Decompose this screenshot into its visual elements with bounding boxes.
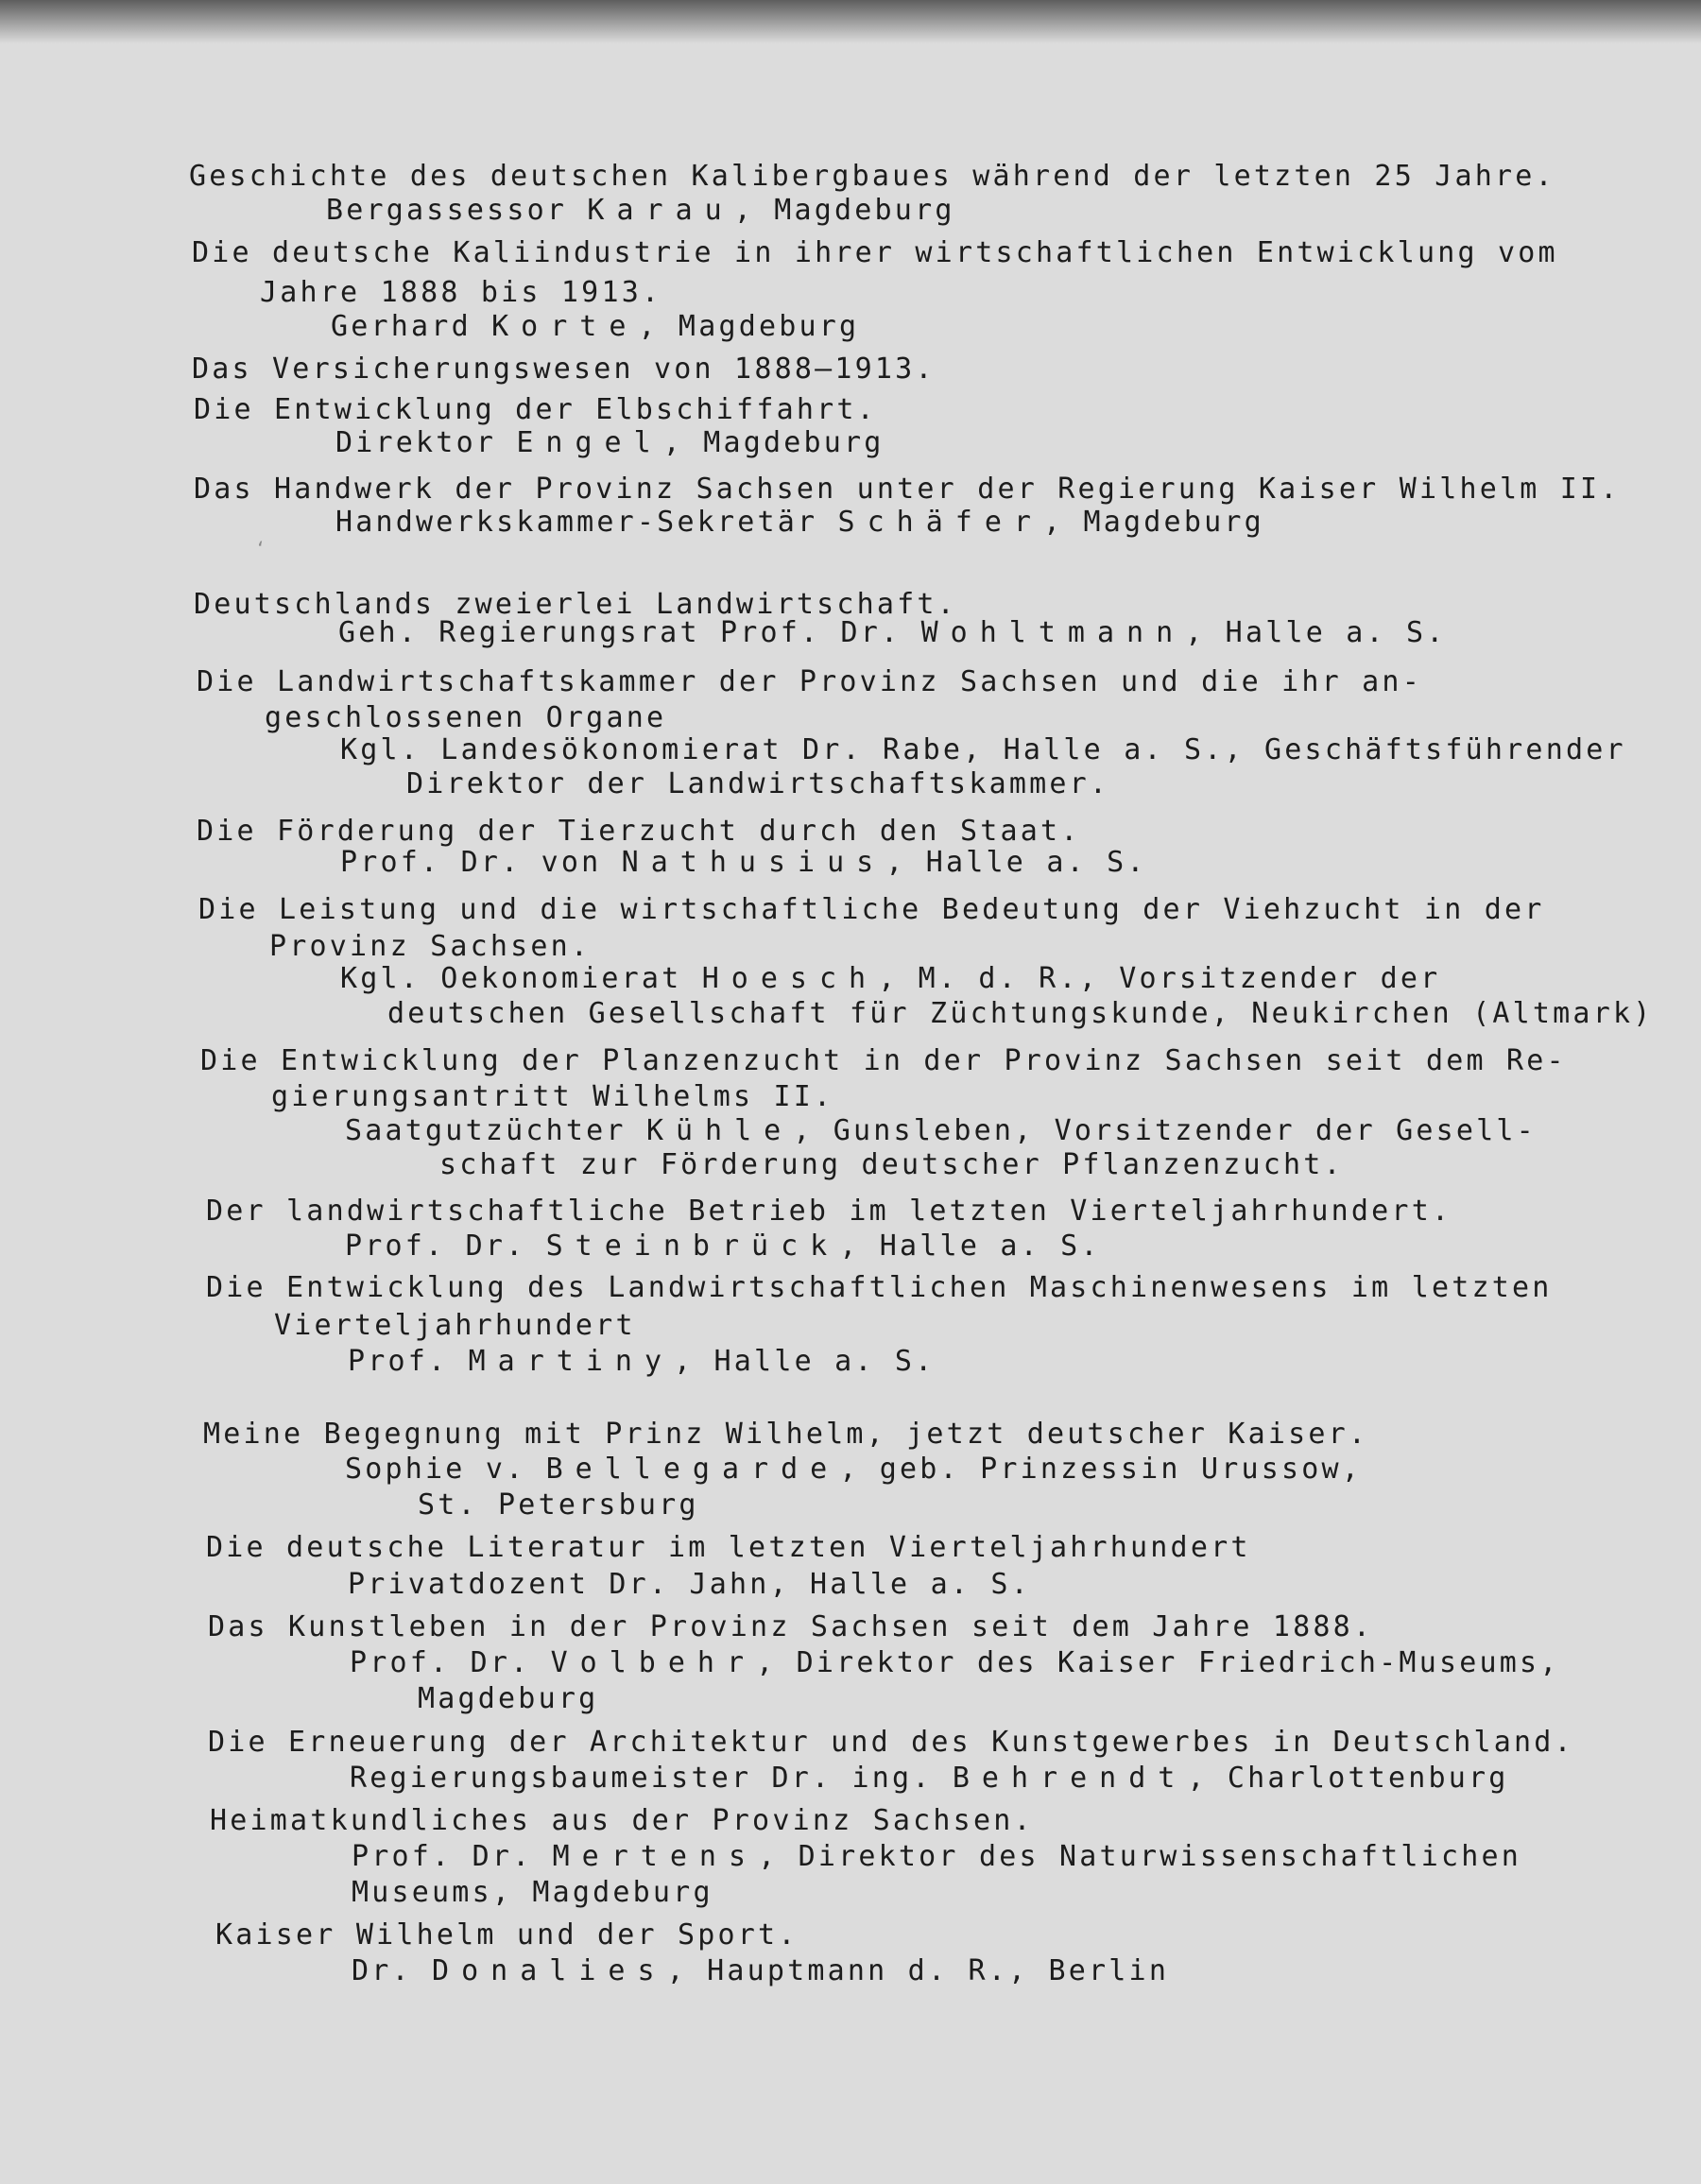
author-suffix: , Gunsleben, Vorsitzender der Gesell- <box>793 1114 1537 1147</box>
author-prefix: Gerhard <box>331 310 492 343</box>
entry-author-line <box>352 1876 713 1910</box>
author-suffix: , Magdeburg <box>662 426 885 459</box>
author-prefix: Dr. <box>352 1954 433 1987</box>
entry-author-line <box>406 767 1109 801</box>
author-prefix: Prof. Dr. <box>350 1646 551 1679</box>
author-prefix: Kgl. Oekonomierat <box>340 962 702 995</box>
entry-author-line <box>418 1682 598 1716</box>
author-name: Behrendt <box>952 1762 1188 1795</box>
entry-title-line: Die deutsche Literatur im letzten Vierteljahrhundert <box>206 1531 1251 1564</box>
author-name: Volbehr <box>550 1646 757 1679</box>
author-suffix: , Magdeburg <box>733 194 955 227</box>
entry-title-line: Das Kunstleben in der Provinz Sachsen seit dem Jahre 1888. <box>208 1610 1374 1643</box>
author-suffix: , geb. Prinzessin Urussow, <box>839 1453 1363 1486</box>
entry-title-line: Jahre 1888 bis 1913. <box>260 276 662 309</box>
entry-title-line: Kaiser Wilhelm und der Sport. <box>215 1918 799 1952</box>
entry-title-line: Die Entwicklung des Landwirtschaftlichen Maschinenwesens im letzten <box>206 1271 1553 1304</box>
entry-title-line: Deutschlands zweierlei Landwirtschaft. <box>194 588 957 621</box>
author-prefix: Regierungsbaumeister Dr. ing. <box>350 1762 953 1795</box>
entry-title-line: Die Landwirtschaftskammer der Provinz Sachsen und die ihr an- <box>197 665 1422 698</box>
entry-title-line: Meine Begegnung mit Prinz Wilhelm, jetzt deutscher Kaiser. <box>203 1418 1369 1451</box>
entry-author-line <box>418 1488 699 1522</box>
entry-author-line <box>352 1840 1521 1874</box>
entry-author-line <box>340 962 1440 996</box>
entry-author-line <box>350 1646 1560 1680</box>
scan-speck: ‘ <box>255 539 266 559</box>
author-prefix: Privatdozent Dr. Jahn, Halle a. S. <box>348 1568 1031 1601</box>
author-suffix: , Direktor des Naturwissenschaftlichen <box>758 1840 1522 1873</box>
entry-author-line <box>345 1114 1537 1148</box>
author-prefix: Sophie v. <box>345 1453 546 1486</box>
author-prefix: deutschen Gesellschaft für Züchtungskunde, Neukirchen (Altmark) <box>387 997 1654 1030</box>
author-prefix: Museums, Magdeburg <box>352 1876 713 1909</box>
author-name: Bellegarde <box>545 1453 840 1486</box>
author-name: Karau <box>587 194 734 227</box>
author-prefix: Handwerkskammer-Sekretär <box>335 506 838 539</box>
author-name: Schäfer <box>837 506 1043 539</box>
entry-title-line: Die Leistung und die wirtschaftliche Bedeutung der Viehzucht in der <box>198 893 1545 926</box>
author-suffix: , Halle a. S. <box>839 1230 1101 1263</box>
entry-author-line <box>350 1762 1509 1796</box>
entry-title-line: gierungsantritt Wilhelms II. <box>271 1080 834 1113</box>
author-suffix: , Halle a. S. <box>674 1345 936 1378</box>
author-prefix: Magdeburg <box>418 1682 599 1715</box>
entry-title-line: Das Versicherungswesen von 1888—1913. <box>192 353 936 386</box>
author-name: Korte <box>491 310 639 343</box>
author-suffix: , M. d. R., Vorsitzender der <box>878 962 1441 995</box>
author-prefix: Saatgutzüchter <box>345 1114 646 1147</box>
entry-title-line: Das Handwerk der Provinz Sachsen unter der Regierung Kaiser Wilhelm II. <box>194 473 1621 506</box>
author-prefix: Direktor der Landwirtschaftskammer. <box>406 767 1110 800</box>
entry-author-line <box>345 1453 1362 1487</box>
author-prefix: Geh. Regierungsrat Prof. Dr. <box>338 616 921 649</box>
author-prefix: St. Petersburg <box>418 1488 699 1522</box>
author-name: Donalies <box>432 1954 667 1987</box>
entry-title-line: Die Entwicklung der Elbschiffahrt. <box>194 393 877 426</box>
author-prefix: Prof. <box>348 1345 469 1378</box>
entry-author-line <box>326 194 955 228</box>
author-suffix: , Halle a. S. <box>1185 616 1447 649</box>
entry-author-line <box>338 616 1447 650</box>
author-suffix: , Magdeburg <box>638 310 860 343</box>
author-prefix: Bergassessor <box>326 194 588 227</box>
entry-title-line: Die Erneuerung der Architektur und des Kunstgewerbes in Deutschland. <box>208 1726 1574 1759</box>
entry-author-line <box>352 1954 1169 1988</box>
author-name: Mertens <box>552 1840 759 1873</box>
entry-title-line: Die deutsche Kaliindustrie in ihrer wirtschaftlichen Entwicklung vom <box>192 236 1558 269</box>
author-name: Engel <box>516 426 663 459</box>
author-prefix: Prof. Dr. von <box>340 846 622 879</box>
author-prefix: Prof. Dr. <box>352 1840 553 1873</box>
author-suffix: , Magdeburg <box>1042 506 1264 539</box>
author-prefix: schaft zur Förderung deutscher Pflanzenzucht. <box>439 1148 1344 1181</box>
entry-author-line <box>331 310 859 344</box>
entry-author-line <box>335 506 1264 540</box>
author-name: Steinbrück <box>545 1230 840 1263</box>
entry-author-line <box>335 426 885 460</box>
author-name: Wohltmann <box>920 616 1186 649</box>
entry-author-line <box>439 1148 1344 1182</box>
entry-author-line <box>348 1568 1031 1602</box>
author-name: Nathusius <box>621 846 886 879</box>
entry-title-line: geschlossenen Organe <box>265 701 667 734</box>
author-suffix: , Direktor des Kaiser Friedrich-Museums, <box>756 1646 1560 1679</box>
author-prefix: Direktor <box>335 426 517 459</box>
entry-title-line: Geschichte des deutschen Kalibergbaues während der letzten 25 Jahre. <box>189 160 1555 193</box>
author-name: Hoesch <box>701 962 879 995</box>
author-prefix: Kgl. Landesökonomierat Dr. Rabe, Halle a. S., Geschäftsführender <box>340 733 1626 766</box>
author-suffix: , Halle a. S. <box>885 846 1147 879</box>
entry-author-line <box>345 1230 1101 1264</box>
entry-author-line <box>340 733 1626 767</box>
author-prefix: Prof. Dr. <box>345 1230 546 1263</box>
entry-title-line: Die Entwicklung der Planzenzucht in der Provinz Sachsen seit dem Re- <box>200 1044 1567 1077</box>
entry-author-line <box>348 1345 935 1379</box>
entry-title-line: Heimatkundliches aus der Provinz Sachsen. <box>210 1804 1034 1837</box>
entry-author-line <box>340 846 1147 880</box>
author-name: Kühle <box>645 1114 794 1147</box>
entry-title-line: Provinz Sachsen. <box>269 930 592 963</box>
entry-title-line: Der landwirtschaftliche Betrieb im letzten Vierteljahrhundert. <box>206 1195 1452 1228</box>
entry-title-line: Vierteljahrhundert <box>274 1309 636 1342</box>
author-suffix: , Charlottenburg <box>1187 1762 1509 1795</box>
entry-author-line <box>387 997 1653 1031</box>
author-name: Martiny <box>468 1345 675 1378</box>
author-suffix: , Hauptmann d. R., Berlin <box>666 1954 1170 1987</box>
entry-title-line: Die Förderung der Tierzucht durch den Staat. <box>197 815 1081 848</box>
